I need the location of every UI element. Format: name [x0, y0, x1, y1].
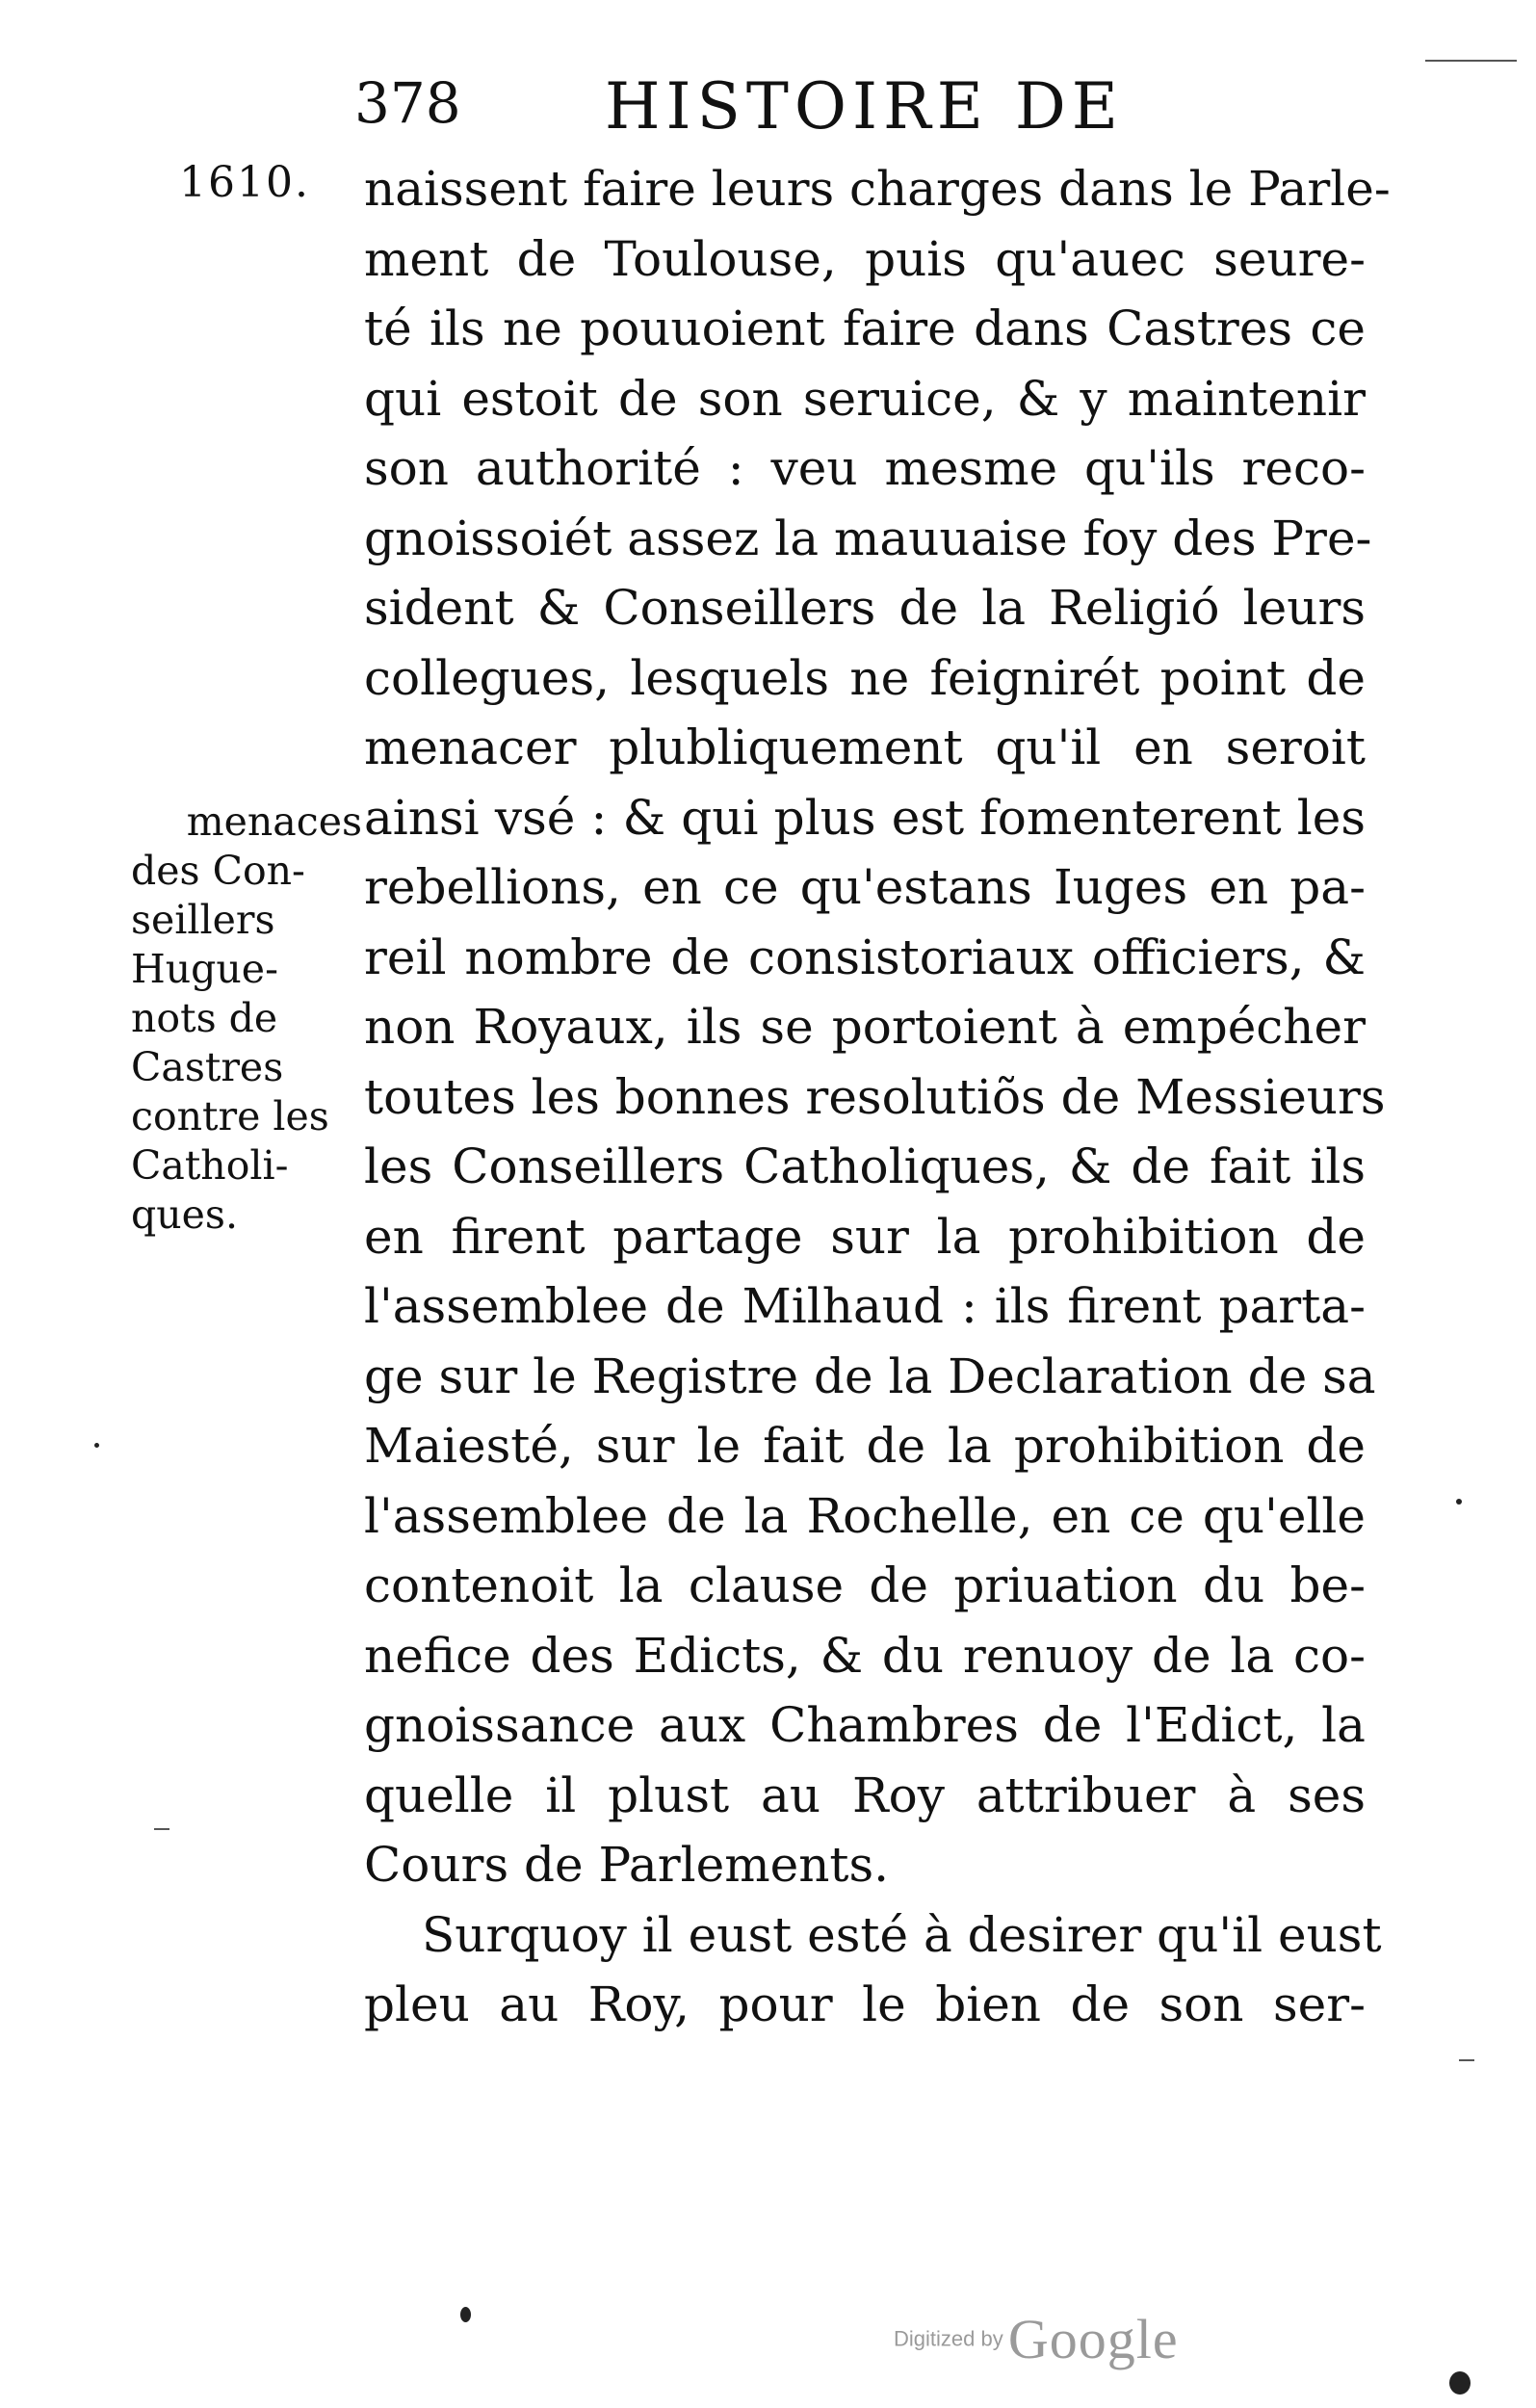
note-line: Castres: [131, 1044, 284, 1090]
margin-year: 1610.: [179, 158, 310, 207]
scan-mark: [154, 1828, 169, 1830]
text-line: pleu au Roy, pour le bien de son ser-: [364, 1976, 1366, 2032]
text-line: té ils ne pouuoient faire dans Castres ce: [364, 301, 1366, 356]
text-line: collegues, lesquels ne feignirét point de: [364, 649, 1366, 706]
scan-speck: [1449, 2371, 1471, 2395]
marginal-note: [131, 798, 362, 1240]
text-line: naissent faire leurs charges dans le Parle-: [364, 161, 1391, 217]
text-line: ainsi vsé : & qui plus est fomenterent les: [364, 789, 1366, 846]
note-line: Catholi-: [131, 1142, 289, 1189]
body-text: [364, 154, 1391, 2040]
text-line: son authorité : veu mesme qu'ils reco-: [364, 440, 1366, 496]
note-line: contre les: [131, 1093, 329, 1139]
text-line: toutes les bonnes resolutiõs de Messieurs: [364, 1068, 1386, 1125]
scan-speck: [460, 2307, 471, 2322]
digitized-prefix: Digitized by: [894, 2326, 1003, 2351]
text-line: menacer plubliquement qu'il en seroit: [364, 720, 1366, 775]
running-head: HISTOIRE DE: [605, 69, 1124, 144]
scan-speck: [94, 1443, 99, 1448]
text-line: sident & Conseillers de la Religió leurs: [364, 580, 1366, 636]
digitized-watermark: [894, 2307, 1179, 2371]
text-line: rebellions, en ce qu'estans Iuges en pa-: [364, 859, 1366, 915]
note-line: seillers: [131, 897, 275, 943]
text-line: gnoissoiét assez la mauuaise foy des Pre-: [364, 510, 1372, 566]
page-number: 378: [354, 70, 461, 136]
text-line: qui estoit de son seruice, & y maintenir: [364, 370, 1366, 427]
note-line: menaces: [186, 798, 362, 845]
note-line: ques.: [131, 1191, 238, 1238]
scan-speck: [1456, 1499, 1462, 1505]
text-line: Cours de Parlements.: [364, 1837, 890, 1893]
text-line: Maiesté, sur le fait de la prohibition de: [364, 1418, 1366, 1474]
text-line: gnoissance aux Chambres de l'Edict, la: [364, 1697, 1366, 1753]
text-line: nefice des Edicts, & du renuoy de la co-: [364, 1627, 1366, 1684]
text-line: l'assemblee de la Rochelle, en ce qu'elle: [364, 1487, 1366, 1544]
text-line: l'assemblee de Milhaud : ils firent parta-: [364, 1278, 1366, 1334]
scan-mark: [1459, 2059, 1474, 2061]
text-line: ment de Toulouse, puis qu'auec seure-: [364, 230, 1366, 287]
text-line: en firent partage sur la prohibition de: [364, 1208, 1366, 1265]
text-line: Surquoy il eust esté à desirer qu'il eust: [422, 1906, 1382, 1963]
note-line: nots de: [131, 995, 278, 1041]
text-line: quelle il plust au Roy attribuer à ses: [364, 1767, 1366, 1823]
google-logo: Google: [1007, 2308, 1179, 2370]
text-line: ge sur le Registre de la Declaration de sa: [364, 1348, 1376, 1404]
text-line: non Royaux, ils se portoient à empécher: [364, 999, 1366, 1055]
scan-mark: [1425, 60, 1517, 62]
text-line: contenoit la clause de priuation du be-: [364, 1557, 1366, 1613]
text-line: reil nombre de consistoriaux officiers, &: [364, 929, 1366, 985]
text-line: les Conseillers Catholiques, & de fait ils: [364, 1139, 1366, 1194]
note-line: des Con-: [131, 848, 305, 894]
note-line: Hugue-: [131, 946, 278, 992]
